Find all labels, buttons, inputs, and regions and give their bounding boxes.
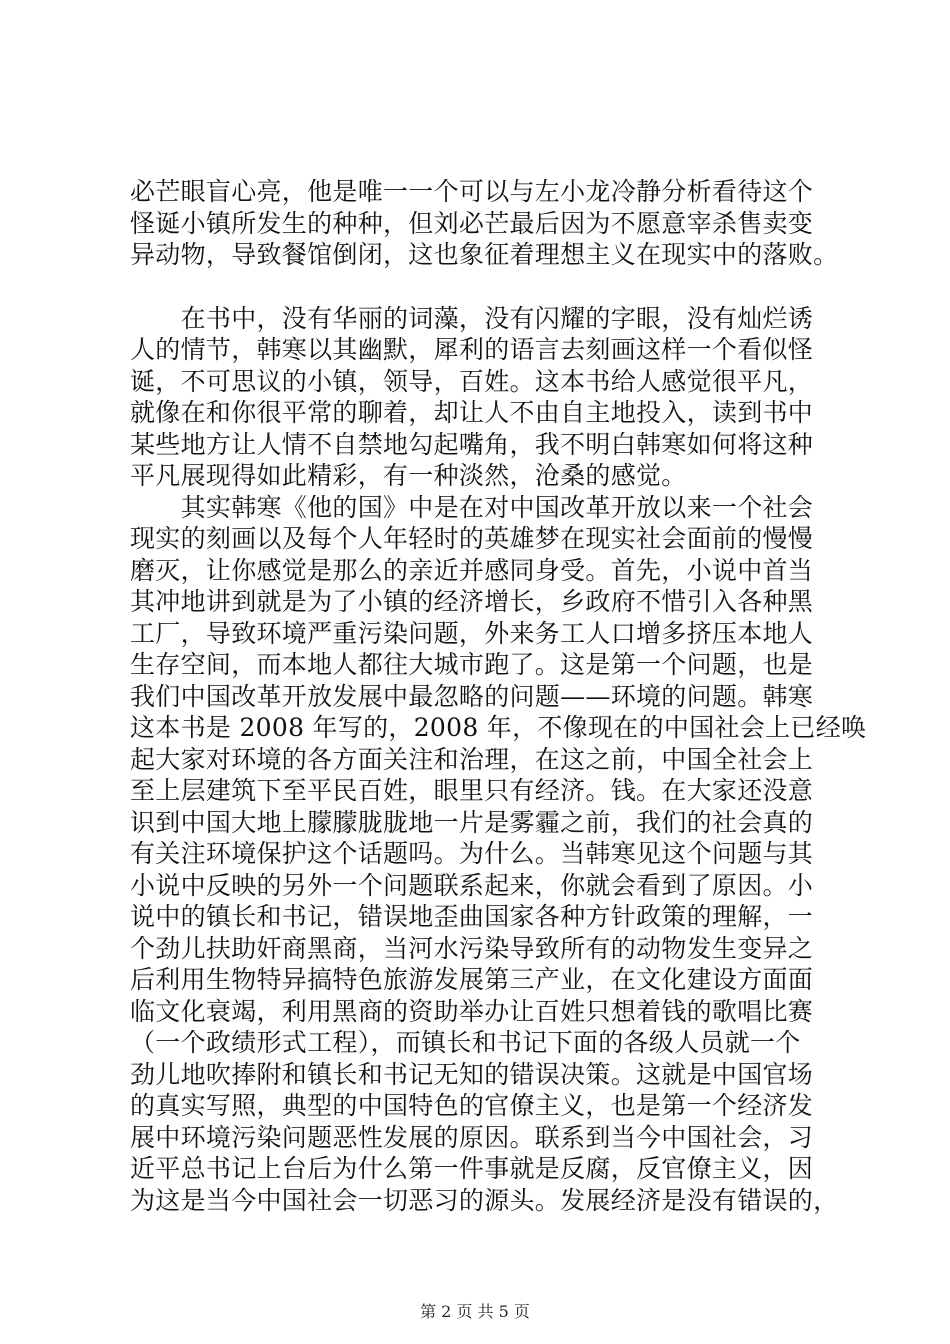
text-line: 其实韩寒《他的国》中是在对中国改革开放以来一个社会 [130,492,814,522]
text-line: 诞，不可思议的小镇，领导，百姓。这本书给人感觉很平凡， [130,366,814,396]
text-line: 个劲儿扶助奸商黑商，当河水污染导致所有的动物发生变异之 [130,933,814,963]
document-body [130,176,867,1216]
text-line: 必芒眼盲心亮，他是唯一一个可以与左小龙冷静分析看待这个 [130,177,814,206]
text-line: 生存空间，而本地人都往大城市跑了。这是第一个问题，也是 [130,650,814,679]
text-line: 后利用生物特异搞特色旅游发展第三产业，在文化建设方面面 [130,965,814,994]
text-line: 平凡展现得如此精彩，有一种淡然，沧桑的感觉。 [130,461,687,490]
paragraph-3 [130,492,867,1217]
text-line: 磨灭，让你感觉是那么的亲近并感同身受。首先，小说中首当 [130,555,814,585]
paragraph-gap [130,271,852,303]
text-line: 我们中国改革开放发展中最忽略的问题——环境的问题。韩寒 [130,681,814,711]
paragraph-2 [130,303,852,492]
text-line: 在书中，没有华丽的词藻，没有闪耀的字眼，没有灿烂诱 [130,303,814,333]
text-line: 近平总书记上台后为什么第一件事就是反腐，反官僚主义，因 [130,1154,814,1183]
text-line: 这本书是 2008 年写的，2008 年，不像现在的中国社会上已经唤 [130,713,867,742]
text-line: （一个政绩形式工程），而镇长和书记下面的各级人员就一个 [130,1028,801,1057]
text-line: 工厂，导致环境严重污染问题，外来务工人口增多挤压本地人 [130,618,814,648]
text-line: 怪诞小镇所发生的种种，但刘必芒最后因为不愿意宰杀售卖变 [130,208,814,238]
text-line: 其冲地讲到就是为了小镇的经济增长，乡政府不惜引入各种黑 [130,587,814,616]
text-line: 识到中国大地上朦朦胧胧地一片是雾霾之前，我们的社会真的 [130,807,814,837]
text-line: 为这是当今中国社会一切恶习的源头。发展经济是没有错误的， [130,1185,839,1215]
text-line: 异动物，导致餐馆倒闭，这也象征着理想主义在现实中的落败。 [130,240,839,269]
text-line: 小说中反映的另外一个问题联系起来，你就会看到了原因。小 [130,870,814,900]
text-line: 至上层建筑下至平民百姓，眼里只有经济。钱。在大家还没意 [130,776,814,805]
text-line: 人的情节，韩寒以其幽默，犀利的语言去刻画这样一个看似怪 [130,335,814,364]
paragraph-1 [130,176,852,271]
text-line: 说中的镇长和书记，错误地歪曲国家各种方针政策的理解，一 [130,902,814,931]
text-line: 临文化衰竭，利用黑商的资助举办让百姓只想着钱的歌唱比赛 [130,996,814,1026]
text-line: 起大家对环境的各方面关注和治理，在这之前，中国全社会上 [130,744,814,774]
text-line: 有关注环境保护这个话题吗。为什么。当韩寒见这个问题与其 [130,839,814,868]
text-line: 的真实写照，典型的中国特色的官僚主义，也是第一个经济发 [130,1091,814,1120]
text-line: 劲儿地吹捧附和镇长和书记无知的错误决策。这就是中国官场 [130,1059,814,1089]
text-line: 就像在和你很平常的聊着，却让人不由自主地投入，读到书中 [130,398,814,427]
text-line: 展中环境污染问题恶性发展的原因。联系到当今中国社会，习 [130,1122,814,1152]
text-line: 某些地方让人情不自禁地勾起嘴角，我不明白韩寒如何将这种 [130,429,814,459]
text-line: 现实的刻画以及每个人年轻时的英雄梦在现实社会面前的慢慢 [130,524,814,553]
page-footer: 第 2 页 共 5 页 [420,1302,530,1321]
